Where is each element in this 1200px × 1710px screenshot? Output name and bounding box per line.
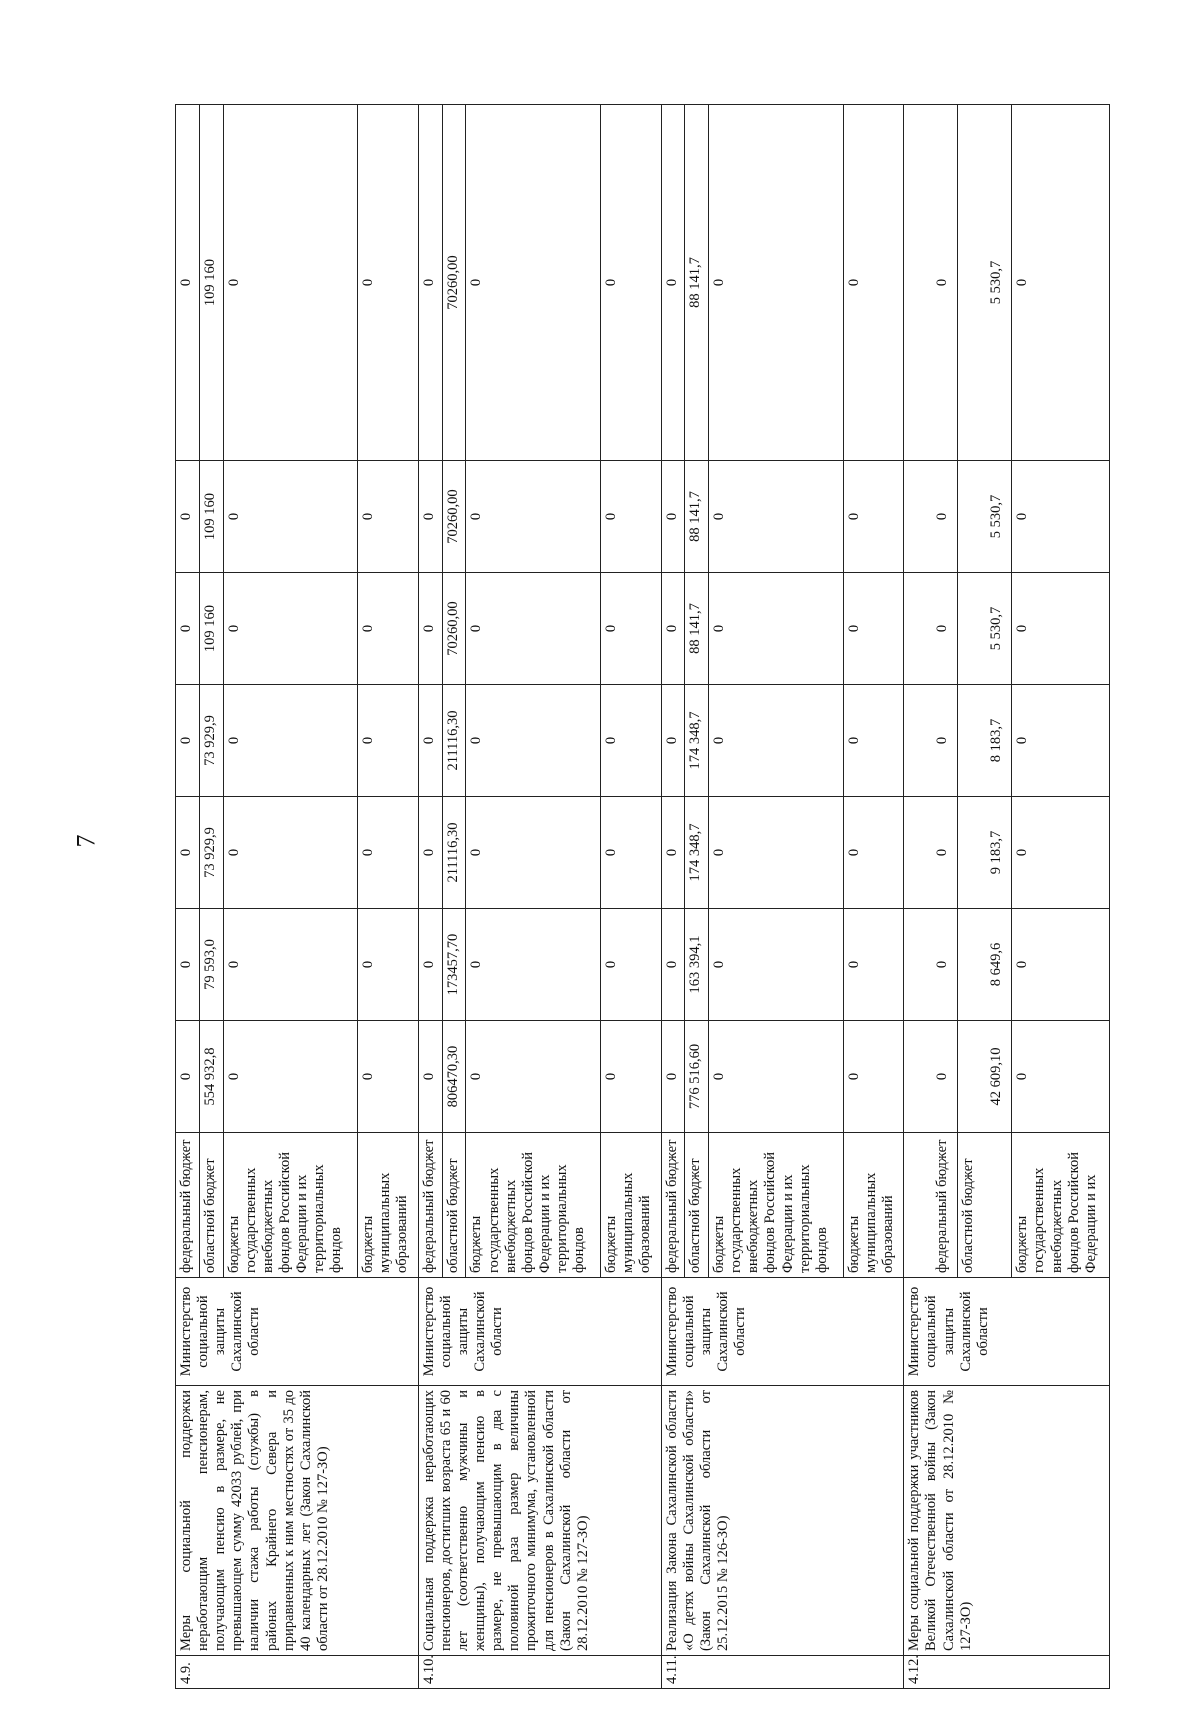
amount-cell: 0 xyxy=(843,685,904,797)
funding-source: бюджеты муниципальных образований xyxy=(358,1133,419,1278)
amount-cell: 0 xyxy=(843,573,904,685)
amount-cell: 0 xyxy=(843,461,904,573)
funding-source: областной бюджет xyxy=(199,1133,223,1278)
amount-cell: 0 xyxy=(709,685,843,797)
amount-cell: 0 xyxy=(358,797,419,909)
table-body xyxy=(176,105,1110,1689)
table-row xyxy=(661,105,685,1689)
executor-name: Министерство социальной защиты Сахалинской области xyxy=(418,1278,661,1386)
amount-cell: 0 xyxy=(600,461,661,573)
row-number: 4.9. xyxy=(176,1656,419,1689)
amount-cell: 0 xyxy=(904,105,958,461)
amount-cell: 73 929,9 xyxy=(199,685,223,797)
amount-cell: 0 xyxy=(904,909,958,1021)
amount-cell: 554 932,8 xyxy=(199,1021,223,1133)
funding-source: бюджеты государственных внебюджетных фондов Российской Федерации и их территориальных фондов xyxy=(709,1133,843,1278)
amount-cell: 0 xyxy=(466,1021,600,1133)
amount-cell: 0 xyxy=(176,1021,200,1133)
amount-cell: 0 xyxy=(904,573,958,685)
amount-cell: 0 xyxy=(358,685,419,797)
amount-cell: 0 xyxy=(1012,685,1110,797)
row-number: 4.12. xyxy=(904,1656,1110,1689)
amount-cell: 0 xyxy=(709,105,843,461)
amount-cell: 0 xyxy=(843,909,904,1021)
amount-cell: 0 xyxy=(661,909,685,1021)
row-number: 4.10. xyxy=(418,1656,661,1689)
amount-cell: 0 xyxy=(418,685,442,797)
amount-cell: 0 xyxy=(223,685,357,797)
amount-cell: 0 xyxy=(223,105,357,461)
amount-cell: 0 xyxy=(1012,461,1110,573)
amount-cell: 0 xyxy=(358,573,419,685)
funding-source: бюджеты государственных внебюджетных фондов Российской Федерации и их территориальных фондов xyxy=(466,1133,600,1278)
budget-table xyxy=(175,104,1110,1689)
funding-source: бюджеты государственных внебюджетных фондов Российской Федерации и их xyxy=(1012,1133,1110,1278)
amount-cell: 0 xyxy=(418,909,442,1021)
funding-source: федеральный бюджет xyxy=(661,1133,685,1278)
amount-cell: 8 649,6 xyxy=(958,909,1012,1021)
funding-source: федеральный бюджет xyxy=(418,1133,442,1278)
funding-source: бюджеты муниципальных образований xyxy=(600,1133,661,1278)
amount-cell: 0 xyxy=(176,573,200,685)
amount-cell: 0 xyxy=(466,461,600,573)
amount-cell: 0 xyxy=(661,105,685,461)
amount-cell: 0 xyxy=(418,105,442,461)
measure-description: Меры социальной поддержки неработающим пенсионерам, получающим пенсию в размере, не превышающем сумму 42033 рублей, при наличии стажа работы (службы) в районах Крайнего Севера и приравненных к ним местностях от 35 до 40 календарных лет (Закон Сахалинской области от 28.12.2010 № 127-ЗО) xyxy=(176,1386,419,1656)
amount-cell: 0 xyxy=(600,797,661,909)
executor-name: Министерство социальной защиты Сахалинской области xyxy=(176,1278,419,1386)
executor-name: Министерство социальной защиты Сахалинской области xyxy=(661,1278,904,1386)
amount-cell: 0 xyxy=(904,685,958,797)
amount-cell: 0 xyxy=(358,909,419,1021)
amount-cell: 9 183,7 xyxy=(958,797,1012,909)
amount-cell: 70260,00 xyxy=(442,573,466,685)
funding-source: бюджеты государственных внебюджетных фондов Российской Федерации и их территориальных фондов xyxy=(223,1133,357,1278)
amount-cell: 73 929,9 xyxy=(199,797,223,909)
amount-cell: 0 xyxy=(600,573,661,685)
amount-cell: 0 xyxy=(358,1021,419,1133)
amount-cell: 0 xyxy=(176,105,200,461)
amount-cell: 0 xyxy=(418,797,442,909)
amount-cell: 5 530,7 xyxy=(958,105,1012,461)
amount-cell: 0 xyxy=(1012,105,1110,461)
amount-cell: 0 xyxy=(600,1021,661,1133)
amount-cell: 211116,30 xyxy=(442,685,466,797)
amount-cell: 0 xyxy=(1012,909,1110,1021)
amount-cell: 0 xyxy=(709,461,843,573)
amount-cell: 173457,70 xyxy=(442,909,466,1021)
amount-cell: 5 530,7 xyxy=(958,573,1012,685)
table-row xyxy=(418,105,442,1689)
amount-cell: 0 xyxy=(600,685,661,797)
amount-cell: 0 xyxy=(661,797,685,909)
amount-cell: 174 348,7 xyxy=(685,797,709,909)
amount-cell: 0 xyxy=(176,909,200,1021)
executor-name: Министерство социальной защиты Сахалинской области xyxy=(904,1278,1110,1386)
amount-cell: 0 xyxy=(223,1021,357,1133)
amount-cell: 0 xyxy=(418,1021,442,1133)
amount-cell: 0 xyxy=(600,909,661,1021)
amount-cell: 0 xyxy=(466,685,600,797)
funding-source: областной бюджет xyxy=(442,1133,466,1278)
amount-cell: 0 xyxy=(1012,573,1110,685)
amount-cell: 0 xyxy=(466,105,600,461)
row-number: 4.11. xyxy=(661,1656,904,1689)
amount-cell: 174 348,7 xyxy=(685,685,709,797)
rotated-table-wrapper xyxy=(175,104,1110,1689)
amount-cell: 776 516,60 xyxy=(685,1021,709,1133)
amount-cell: 0 xyxy=(661,685,685,797)
table-row xyxy=(176,105,200,1689)
amount-cell: 5 530,7 xyxy=(958,461,1012,573)
amount-cell: 88 141,7 xyxy=(685,573,709,685)
funding-source: федеральный бюджет xyxy=(904,1133,958,1278)
amount-cell: 0 xyxy=(223,573,357,685)
table-row xyxy=(904,105,958,1689)
amount-cell: 42 609,10 xyxy=(958,1021,1012,1133)
amount-cell: 0 xyxy=(600,105,661,461)
amount-cell: 109 160 xyxy=(199,573,223,685)
funding-source: областной бюджет xyxy=(685,1133,709,1278)
amount-cell: 0 xyxy=(709,797,843,909)
amount-cell: 163 394,1 xyxy=(685,909,709,1021)
amount-cell: 0 xyxy=(904,461,958,573)
amount-cell: 0 xyxy=(709,573,843,685)
amount-cell: 0 xyxy=(709,1021,843,1133)
amount-cell: 70260,00 xyxy=(442,105,466,461)
amount-cell: 0 xyxy=(843,797,904,909)
measure-description: Социальная поддержка неработающих пенсионеров, достигших возраста 65 и 60 лет (соответственно мужчины и женщины), получающим пенсию в размере, не превышающим в два с половиной раза размер величины прожиточного минимума, установленной для пенсионеров в Сахалинской области (Закон Сахалинской области от 28.12.2010 № 127-ЗО) xyxy=(418,1386,661,1656)
amount-cell: 0 xyxy=(904,797,958,909)
funding-source: областной бюджет xyxy=(958,1133,1012,1278)
amount-cell: 0 xyxy=(904,1021,958,1133)
amount-cell: 88 141,7 xyxy=(685,461,709,573)
amount-cell: 0 xyxy=(709,909,843,1021)
amount-cell: 79 593,0 xyxy=(199,909,223,1021)
amount-cell: 0 xyxy=(1012,797,1110,909)
measure-description: Реализация Закона Сахалинской области «О детях войны Сахалинской области» (Закон Сахалинской области от 25.12.2015 № 126-ЗО) xyxy=(661,1386,904,1656)
amount-cell: 0 xyxy=(176,685,200,797)
amount-cell: 0 xyxy=(176,461,200,573)
amount-cell: 109 160 xyxy=(199,105,223,461)
amount-cell: 0 xyxy=(358,105,419,461)
amount-cell: 0 xyxy=(223,909,357,1021)
amount-cell: 0 xyxy=(661,1021,685,1133)
amount-cell: 0 xyxy=(358,461,419,573)
amount-cell: 0 xyxy=(466,909,600,1021)
amount-cell: 0 xyxy=(661,573,685,685)
amount-cell: 70260,00 xyxy=(442,461,466,573)
measure-description: Меры социальной поддержки участников Великой Отечественной войны (Закон Сахалинской области от 28.12.2010 № 127-ЗО) xyxy=(904,1386,1110,1656)
amount-cell: 211116,30 xyxy=(442,797,466,909)
amount-cell: 0 xyxy=(418,461,442,573)
amount-cell: 0 xyxy=(661,461,685,573)
amount-cell: 0 xyxy=(176,797,200,909)
amount-cell: 88 141,7 xyxy=(685,105,709,461)
amount-cell: 806470,30 xyxy=(442,1021,466,1133)
amount-cell: 0 xyxy=(843,105,904,461)
funding-source: бюджеты муниципальных образований xyxy=(843,1133,904,1278)
amount-cell: 0 xyxy=(843,1021,904,1133)
amount-cell: 0 xyxy=(466,573,600,685)
amount-cell: 0 xyxy=(418,573,442,685)
amount-cell: 0 xyxy=(223,461,357,573)
amount-cell: 0 xyxy=(223,797,357,909)
page-number: 7 xyxy=(71,834,101,848)
amount-cell: 0 xyxy=(1012,1021,1110,1133)
amount-cell: 0 xyxy=(466,797,600,909)
funding-source: федеральный бюджет xyxy=(176,1133,200,1278)
amount-cell: 109 160 xyxy=(199,461,223,573)
amount-cell: 8 183,7 xyxy=(958,685,1012,797)
